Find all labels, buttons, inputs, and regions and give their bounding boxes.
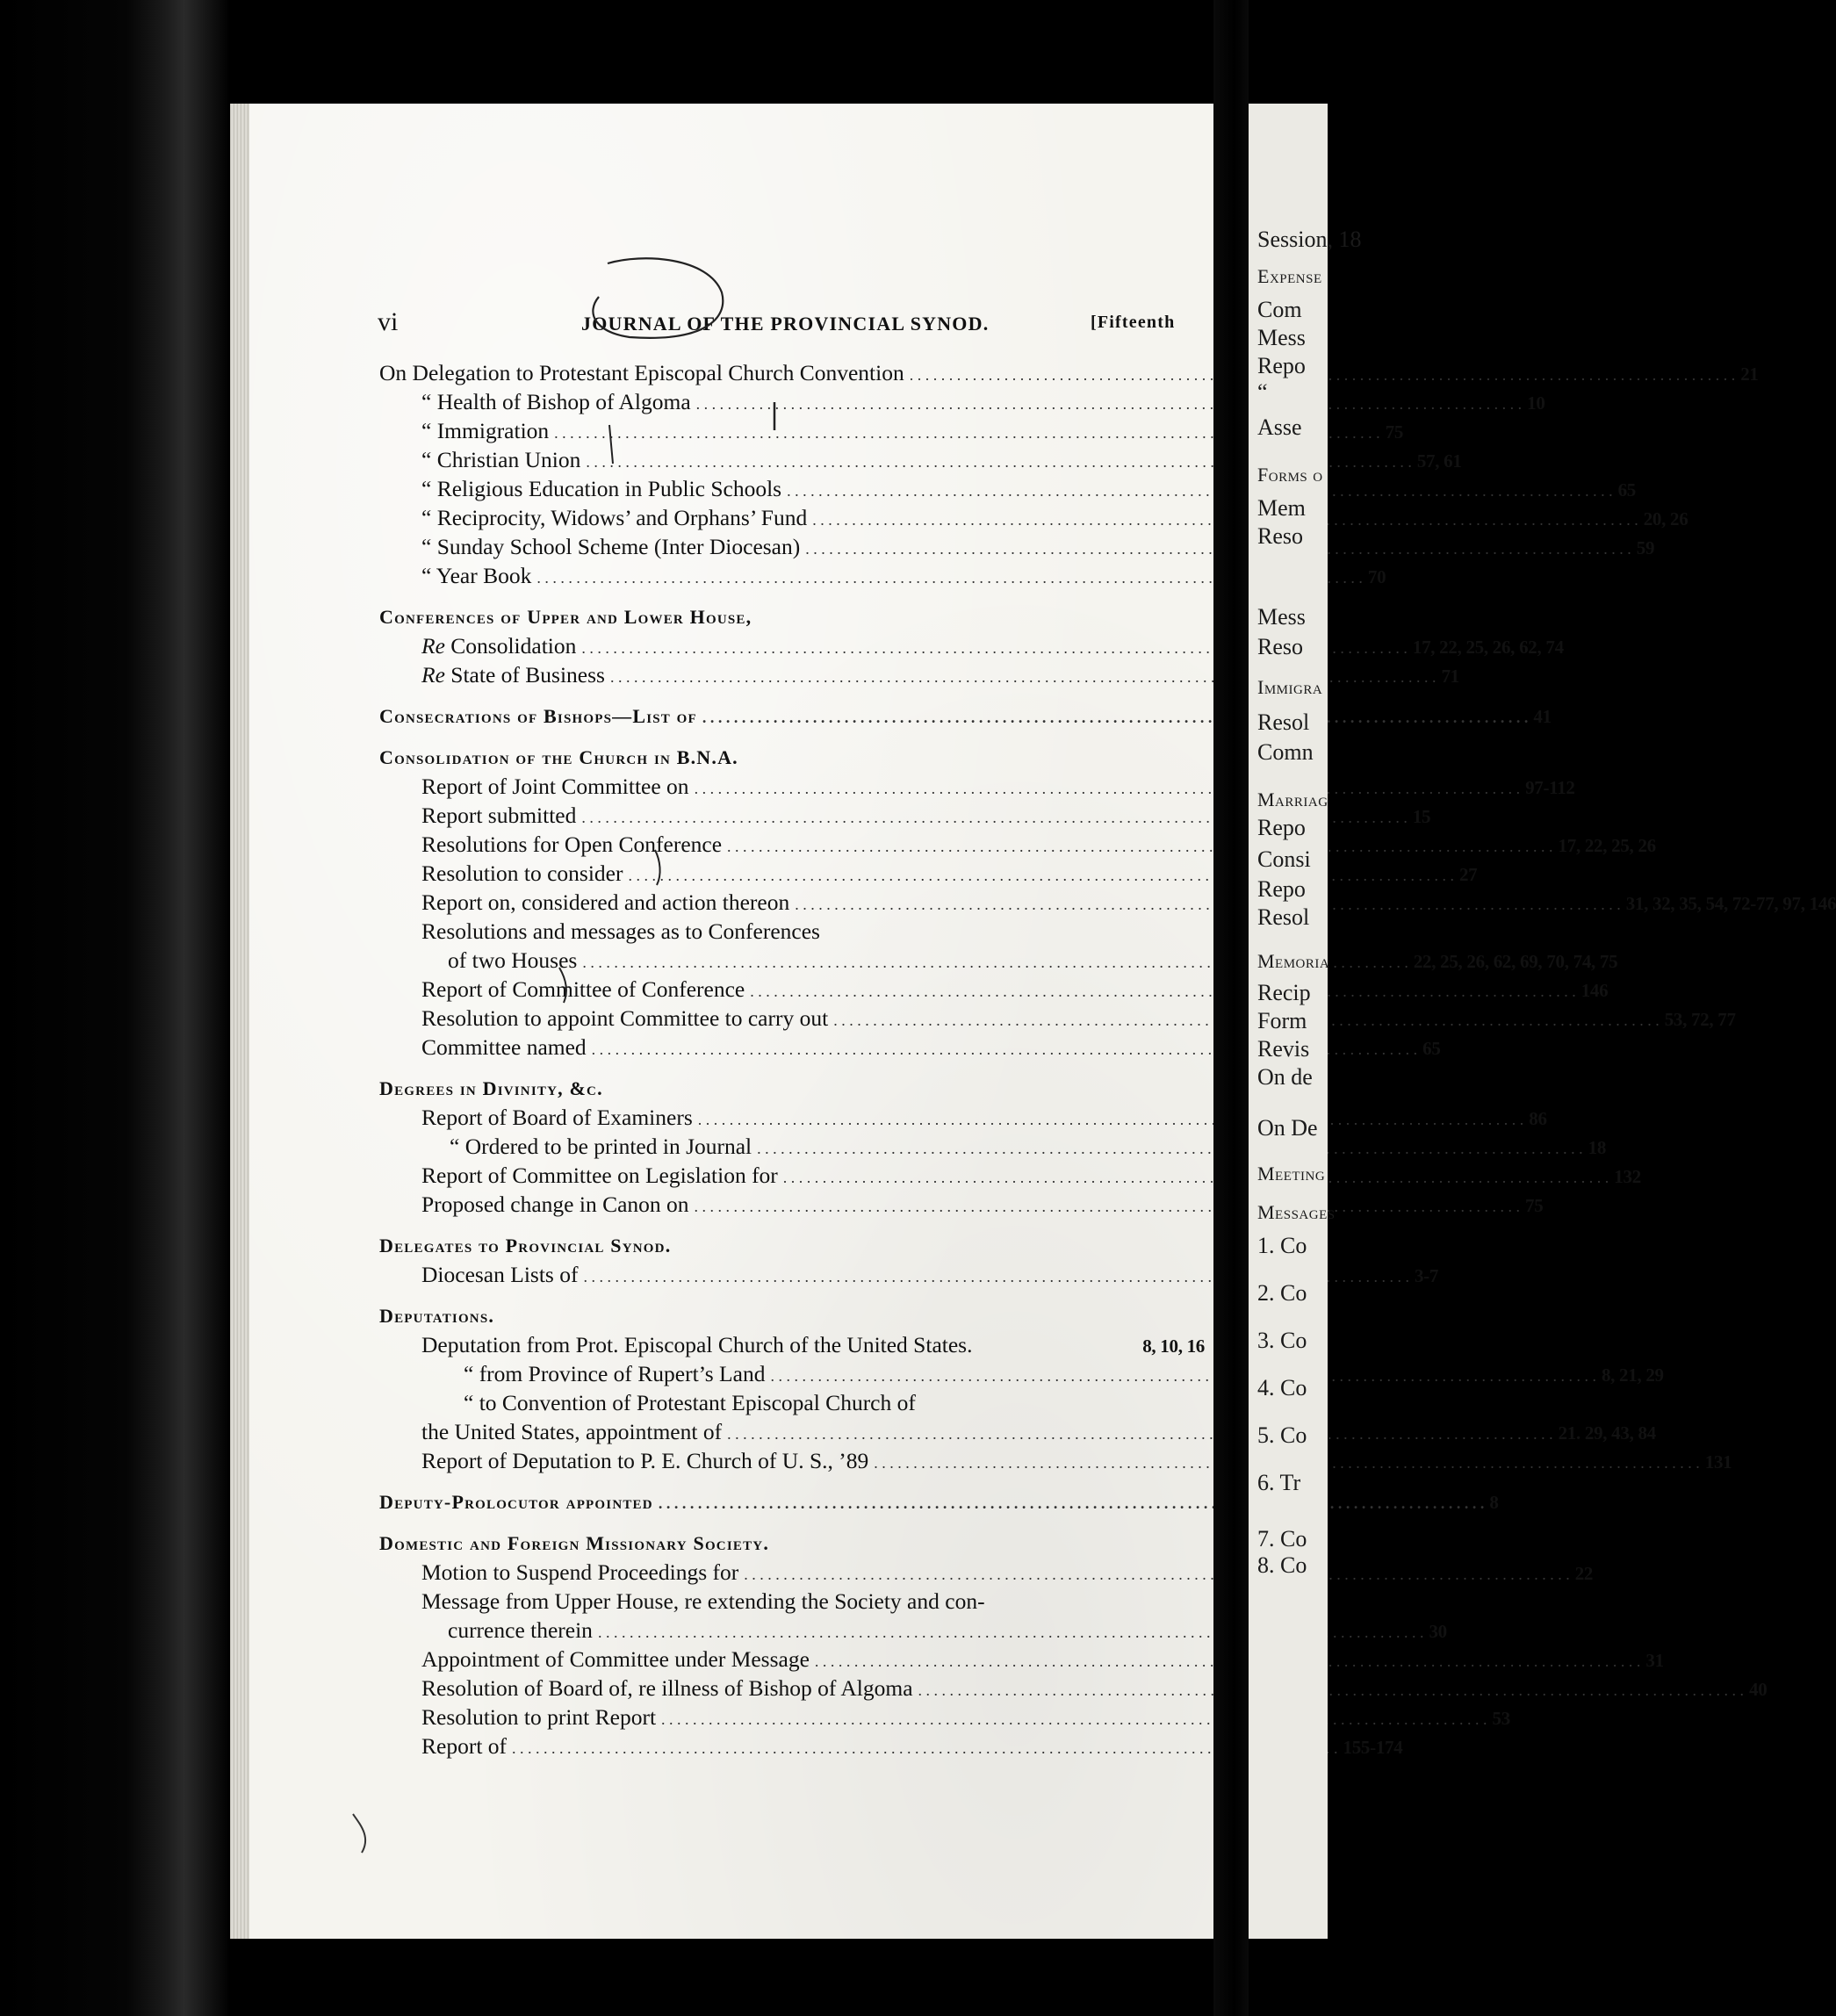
page-numbers: 70: [1367, 566, 1386, 587]
page-numbers: 17, 22, 25, 26: [1558, 835, 1656, 856]
entry-text: Report of Board of Examiners: [421, 1105, 693, 1130]
index-entry: [379, 445, 1462, 474]
page-numbers: 15: [1412, 806, 1431, 827]
facing-page-fragment: Messages: [1257, 1201, 1336, 1223]
index-entry: [379, 1388, 1205, 1417]
dot-leader: [770, 1359, 1596, 1391]
page-numbers: 53: [1492, 1708, 1510, 1729]
entry-text: “ to Convention of Protestant Episcopal Church of: [464, 1390, 916, 1415]
page-numbers: 132: [1614, 1166, 1641, 1187]
facing-page-edge: [1249, 104, 1362, 1939]
dot-leader: [757, 1132, 1583, 1163]
index-entry: [379, 387, 1545, 416]
dot-leader: [696, 387, 1523, 419]
index-entry: [379, 1330, 1205, 1359]
heading-text: Delegates to Provincial Synod.: [379, 1235, 672, 1256]
entry-text: Resolutions and messages as to Conferences: [421, 918, 820, 944]
dot-leader: [698, 1103, 1524, 1134]
facing-page-fragment: 3. Co: [1257, 1328, 1307, 1353]
index-entry: [379, 1616, 1447, 1645]
dot-leader: [659, 1487, 1485, 1518]
facing-page-fragment: Repo: [1257, 815, 1306, 840]
heading-text: Deputations.: [379, 1305, 495, 1327]
entry-text: On Delegation to Protestant Episcopal Church Convention: [379, 360, 904, 385]
dot-leader: [702, 702, 1529, 732]
page-numbers: 22: [1574, 1563, 1594, 1584]
page-numbers: 146: [1580, 980, 1609, 1001]
book-gutter-shadow: [0, 0, 230, 2016]
entry-text: “ Sunday School Scheme (Inter Diocesan): [421, 534, 801, 559]
page-numbers: 3-7: [1414, 1265, 1439, 1286]
entry-text: “ Immigration: [421, 418, 550, 443]
facing-page-fragment: Com: [1257, 297, 1302, 322]
dot-leader: [795, 888, 1621, 919]
section-heading: [379, 1529, 1205, 1558]
dot-leader: [727, 830, 1553, 861]
entry-text: of two Houses: [448, 947, 578, 973]
entry-prefix: Re: [421, 662, 445, 688]
index-entry: [379, 1732, 1403, 1760]
section-heading: [379, 602, 1205, 631]
page-numbers: 8: [1489, 1492, 1499, 1513]
facing-page-fragment: Mess: [1257, 325, 1306, 350]
facing-page-fragment: Form: [1257, 1008, 1307, 1033]
entry-text: Motion to Suspend Proceedings for: [421, 1559, 739, 1585]
page-numbers: 17, 22, 25, 26, 62, 74: [1412, 637, 1564, 658]
page-numbers: 31: [1645, 1650, 1664, 1671]
facing-page-fragment: Revis: [1257, 1036, 1310, 1062]
index-entry: [379, 859, 1478, 888]
page-numbers: 30: [1429, 1621, 1447, 1642]
entry-text: [421, 631, 576, 660]
entry-text: Proposed change in Canon on: [421, 1192, 689, 1217]
page-numbers: 20, 26: [1643, 508, 1688, 529]
section-heading: [379, 1231, 1205, 1260]
index-entry: [379, 801, 1431, 830]
entry-text: Appointment of Committee under Message: [421, 1646, 810, 1672]
heading-text: Consecrations of Bishops—List of: [379, 705, 697, 727]
page-numbers: 22, 25, 26, 62, 69, 70, 74, 75: [1413, 951, 1618, 972]
heading-text: Domestic and Foreign Missionary Society.: [379, 1532, 770, 1554]
index-entry: [379, 1260, 1439, 1289]
entry-text: Report of: [421, 1733, 508, 1759]
dot-leader: [744, 1558, 1570, 1589]
entry-text: Resolutions for Open Conference: [421, 832, 723, 857]
page-edge-stack: [230, 104, 249, 1939]
entry-text-rest: State of Business: [444, 662, 605, 688]
entry-prefix: Re: [421, 633, 445, 659]
entry-text: Message from Upper House, re extending the Society and con-: [421, 1588, 985, 1614]
index-entry: [379, 1674, 1768, 1703]
facing-page-fragment: “: [1257, 379, 1268, 405]
dot-leader: [918, 1674, 1745, 1705]
page-numbers: 57, 61: [1416, 450, 1462, 472]
facing-page-fragment: Recip: [1257, 980, 1311, 1005]
heading-text: Consolidation of the Church in B.N.A.: [379, 746, 738, 768]
dot-leader: [628, 859, 1454, 890]
facing-page-fragment: Resol: [1257, 709, 1310, 735]
facing-page-fragment: 7. Co: [1257, 1526, 1307, 1552]
facing-page-fragment: Memoria: [1257, 950, 1330, 972]
page-numbers: 86: [1529, 1108, 1547, 1129]
heading-text: Conferences of Upper and Lower House,: [379, 606, 752, 628]
facing-page-fragment: 6. Tr: [1257, 1470, 1301, 1495]
index-entry: [379, 1645, 1664, 1674]
page-numbers: 75: [1385, 421, 1404, 443]
facing-page-fragment: Resol: [1257, 904, 1310, 930]
section-heading: [379, 1074, 1205, 1103]
entry-text: Report on, considered and action thereon: [421, 889, 790, 915]
facing-page-fragment: 4. Co: [1257, 1375, 1307, 1400]
page-numbers: 8, 10, 16: [1142, 1336, 1205, 1357]
index-entry: [379, 1132, 1607, 1161]
entry-text: “ Year Book: [421, 563, 532, 588]
facing-page-fragment: Mem: [1257, 495, 1306, 521]
index-entry: [379, 561, 1386, 590]
page-numbers: 65: [1617, 479, 1636, 500]
facing-page-fragment: Repo: [1257, 353, 1306, 378]
facing-page-fragment: 5. Co: [1257, 1422, 1307, 1448]
page-numbers: 21. 29, 43, 84: [1558, 1422, 1656, 1444]
entry-text: Report submitted: [421, 803, 577, 828]
entry-text-rest: Consolidation: [444, 633, 577, 659]
entry-text: [421, 660, 605, 689]
entry-text: Resolution to print Report: [421, 1704, 657, 1730]
page-numbers: 21: [1740, 364, 1759, 385]
entry-text: “ Reciprocity, Widows’ and Orphans’ Fund: [421, 505, 808, 530]
dot-leader: [695, 1190, 1521, 1221]
dot-leader: [787, 474, 1613, 506]
page-numbers: 27: [1458, 864, 1478, 885]
facing-page-fragment: Forms o: [1257, 464, 1323, 486]
facing-page-fragment: Session, 18: [1257, 227, 1362, 252]
index-entry: [379, 1446, 1732, 1475]
entry-text: Resolution of Board of, re illness of Bishop of Algoma: [421, 1675, 913, 1701]
page-numbers: 155-174: [1343, 1737, 1403, 1758]
entry-text: “ Christian Union: [421, 447, 581, 472]
entry-text: Deputation from Prot. Episcopal Church of the United States.: [421, 1332, 973, 1357]
running-session: [Fifteenth: [1091, 313, 1176, 332]
running-title: JOURNAL OF THE PROVINCIAL SYNOD.: [581, 313, 990, 335]
entry-text: Committee named: [421, 1034, 587, 1060]
dot-leader: [695, 772, 1521, 803]
dot-leader: [783, 1161, 1609, 1192]
page-numbers: 18: [1588, 1137, 1607, 1158]
page-numbers: 97-112: [1525, 777, 1575, 798]
entry-text: the United States, appointment of: [421, 1419, 723, 1444]
page-numbers: 71: [1441, 666, 1459, 687]
index-section: [379, 1487, 1499, 1516]
entry-text: Report of Committee on Legislation for: [421, 1163, 778, 1188]
entry-text: “ Ordered to be printed in Journal: [450, 1134, 752, 1159]
dot-leader: [727, 1417, 1553, 1449]
facing-page-fragment: Marriag: [1257, 788, 1328, 810]
facing-page-fragment: Mess: [1257, 604, 1306, 630]
entry-text: “ from Province of Rupert’s Land: [464, 1361, 766, 1386]
index-entry: [379, 1587, 1205, 1616]
facing-page-fragment: 2. Co: [1257, 1280, 1307, 1306]
dot-leader: [661, 1703, 1487, 1734]
section-heading: [379, 1487, 1499, 1516]
page-numbers: 131: [1704, 1451, 1732, 1472]
entry-text: currence therein: [448, 1617, 593, 1643]
dot-leader: [750, 975, 1576, 1006]
page-folio: vi: [378, 307, 399, 336]
section-heading: [379, 1301, 1205, 1330]
entry-text: “ Religious Education in Public Schools: [421, 476, 782, 501]
page-numbers: 65: [1422, 1038, 1441, 1059]
index-entry: [379, 1703, 1510, 1732]
page-numbers: 59: [1636, 537, 1655, 558]
page-header: [230, 307, 1213, 342]
page-numbers: 8, 21, 29: [1601, 1364, 1664, 1386]
facing-page-fragment: On De: [1257, 1115, 1318, 1141]
entry-text: Resolution to appoint Committee to carry out: [421, 1005, 829, 1031]
facing-page-fragment: Reso: [1257, 634, 1303, 659]
facing-page-fragment: Repo: [1257, 876, 1306, 902]
facing-page-fragment: Consi: [1257, 846, 1311, 872]
index-entry: [379, 917, 1205, 946]
facing-page-fragment: Meeting: [1257, 1163, 1326, 1184]
entry-text: Report of Deputation to P. E. Church of U. S., ’89: [421, 1448, 869, 1473]
entry-text: Report of Committee of Conference: [421, 976, 745, 1002]
facing-page-fragment: Asse: [1257, 414, 1302, 440]
facing-page-fragment: Immigra: [1257, 676, 1323, 698]
section-heading: [379, 743, 1205, 772]
facing-page-fragment: 8. Co: [1257, 1552, 1307, 1578]
facing-page-fragment: Expense: [1257, 265, 1322, 287]
heading-text: Deputy-Prolocutor appointed: [379, 1491, 653, 1513]
entry-text: Resolution to consider: [421, 860, 623, 886]
page-numbers: 75: [1525, 1195, 1544, 1216]
entry-text: Diocesan Lists of: [421, 1262, 579, 1287]
facing-page-fragment: 1. Co: [1257, 1233, 1307, 1258]
heading-text: Degrees in Divinity, &c.: [379, 1077, 603, 1099]
entry-text: Report of Joint Committee on: [421, 774, 689, 799]
entry-text: “ Health of Bishop of Algoma: [421, 389, 691, 414]
page-numbers: 31, 32, 35, 54, 72-77, 97, 146: [1625, 893, 1836, 914]
page-numbers: 10: [1527, 392, 1545, 414]
facing-page-fragment: On de: [1257, 1064, 1313, 1090]
facing-page-fragment: Reso: [1257, 523, 1303, 549]
book-spine: [1213, 0, 1249, 2016]
page-numbers: 41: [1533, 706, 1552, 727]
page-numbers: 40: [1749, 1679, 1768, 1700]
page-numbers: 53, 72, 77: [1664, 1009, 1736, 1030]
facing-page-fragment: Comn: [1257, 739, 1314, 765]
